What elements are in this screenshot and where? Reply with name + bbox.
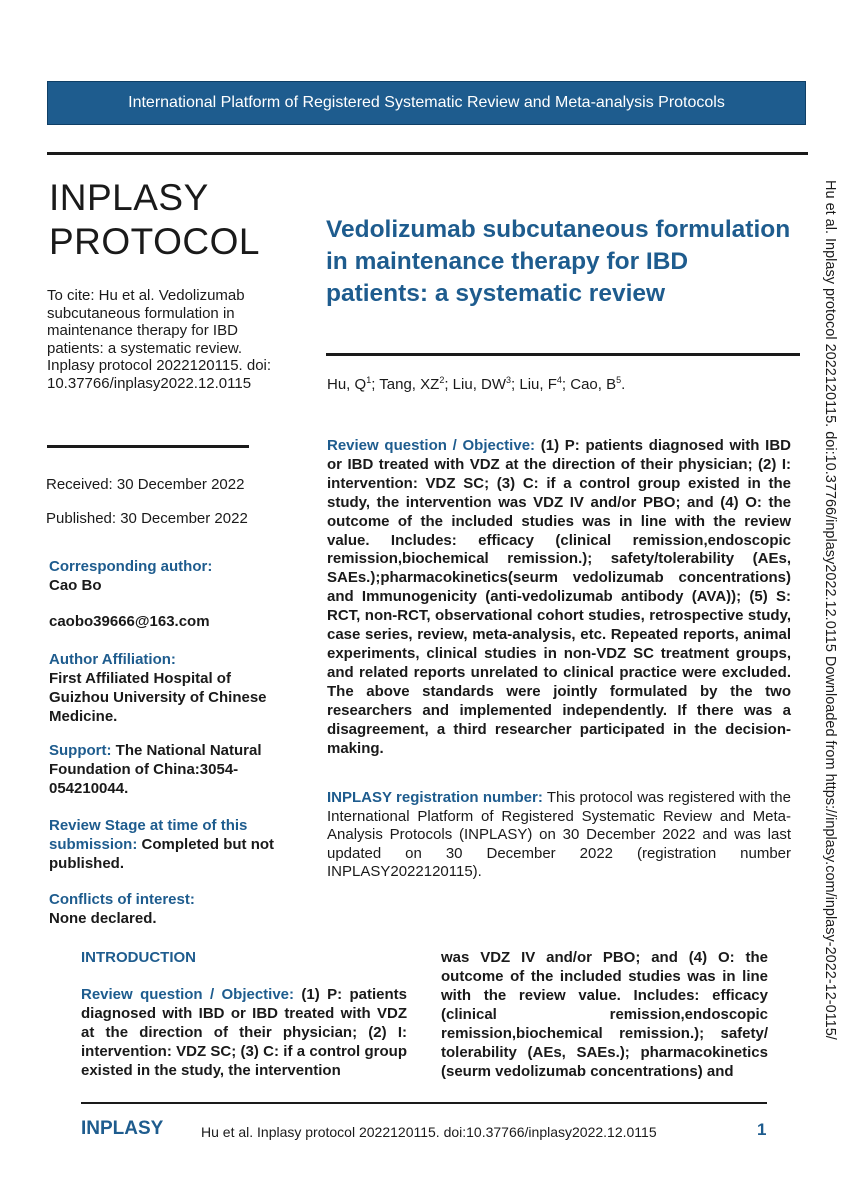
- corresponding-author-label: Corresponding author:: [49, 558, 213, 575]
- author-name: Cao, B: [570, 376, 617, 393]
- introduction-objective-label: Review question / Objective:: [81, 986, 295, 1003]
- support-value: The National Natural Foundation of China:3054-054210044.: [49, 742, 262, 797]
- document-type: [49, 176, 260, 264]
- author-affiliation-number: 3: [506, 375, 512, 385]
- review-objective-paragraph: [327, 437, 791, 758]
- review-objective-label: Review question / Objective:: [327, 437, 536, 454]
- paper-title: Vedolizumab subcutaneous formulation in maintenance therapy for IBD patients: a systematic review: [326, 216, 791, 307]
- corresponding-author-block: [49, 557, 289, 595]
- registration-text: This protocol was registered with the International Platform of Registered Systematic Review and Meta-Analysis Protocols (INPLASY) on 30 December 2022 and was last updated on 30 December 2022 (registration number INPLASY2022120115).: [327, 789, 791, 880]
- author-list: [327, 375, 625, 393]
- author-separator: ;: [371, 376, 380, 393]
- footer-divider: [81, 1102, 767, 1104]
- received-date: Received: 30 December 2022: [46, 476, 245, 493]
- document-type-line1: INPLASY: [49, 177, 209, 218]
- corresponding-author-email: caobo39666@163.com: [49, 613, 210, 630]
- introduction-heading: INTRODUCTION: [81, 949, 196, 966]
- conflicts-value: None declared.: [49, 910, 157, 927]
- support-label: Support:: [49, 742, 112, 759]
- author-separator: ;: [444, 376, 453, 393]
- author-name: Hu, Q: [327, 376, 367, 393]
- author-name: Liu, DW: [452, 376, 507, 393]
- affiliation-value: First Affiliated Hospital of Guizhou University of Chinese Medicine.: [49, 670, 267, 725]
- affiliation-block: [49, 650, 289, 726]
- left-divider: [47, 445, 249, 448]
- introduction-column-1: [81, 985, 407, 1080]
- review-stage-value: Completed but not published.: [49, 836, 275, 872]
- title-divider: [326, 353, 800, 356]
- corresponding-author-name: Cao Bo: [49, 577, 102, 594]
- author-affiliation-number: 4: [556, 375, 562, 385]
- review-stage-block: [49, 816, 274, 873]
- citation-block: To cite: Hu et al. Vedolizumab subcutaneous formulation in maintenance therapy for IBD patients: a systematic review. Inplasy protocol 2022120115. doi: 10.37766/inplasy2022.12.0115: [47, 287, 272, 392]
- author-name: Tang, XZ: [379, 376, 440, 393]
- author-affiliation-number: 5: [616, 375, 622, 385]
- support-block: [49, 741, 285, 798]
- affiliation-label: Author Affiliation:: [49, 651, 176, 668]
- author-separator: ;: [511, 376, 520, 393]
- introduction-column-2: was VDZ IV and/or PBO; and (4) O: the outcome of the included studies was in line with the review value. Includes: efficacy (clinical remission,endoscopic remission,biochemical remission.); safety/ tolerability (AEs, SAEs.); pharmacokinetics (seurm vedolizumab concentrations) and: [441, 949, 768, 1080]
- page-number: 1: [757, 1120, 767, 1139]
- footer-brand: INPLASY: [81, 1118, 164, 1139]
- registration-label: INPLASY registration number:: [327, 789, 543, 806]
- published-date: Published: 30 December 2022: [46, 510, 248, 527]
- registration-paragraph: [327, 789, 791, 882]
- review-objective-text: (1) P: patients diagnosed with IBD or IBD treated with VDZ at the direction of their physician; (2) I: intervention: VDZ SC; (3) C: if a control group existed in the study, the intervention was VDZ IV and/or PBO; and (4) O: the outcome of the included studies was in line with the review value. Includes: efficacy (clinical remission,endoscopic remission,biochemical remission.); safety/tolerability (AEs, SAEs.);pharmacokinetics(seurm vedolizumab concentrations) and Immunogenicity (anti-vedolizumab antibody (AVA)); (5) S: RCT, non-RCT, observational cohort studies, retrospective study, case series, review, meta-analysis, etc. Repeated reports, animal experiments, clinical studies in non-VDZ SC treatment groups, and related reports unrelated to clinical practice were excluded. The above standards were jointly formulated by the two researchers and implemented independently. If there was a disagreement, a third researcher participated in the decision-making.: [327, 437, 791, 757]
- top-divider: [47, 152, 808, 155]
- document-type-line2: PROTOCOL: [49, 221, 260, 262]
- conflicts-block: [49, 890, 289, 928]
- header-banner: International Platform of Registered Systematic Review and Meta-analysis Protocols: [47, 81, 806, 125]
- conflicts-label: Conflicts of interest:: [49, 891, 195, 908]
- author-separator: ;: [561, 376, 571, 393]
- author-name: Liu, F: [519, 376, 557, 393]
- author-affiliation-number: 2: [439, 375, 445, 385]
- author-affiliation-number: 1: [366, 375, 372, 385]
- review-stage-label: Review Stage at time of this submission:: [49, 817, 248, 853]
- side-download-text: Hu et al. Inplasy protocol 2022120115. doi:10.37766/inplasy2022.12.0115 Downloaded from https://inplasy.com/inplasy-2022-12-0115/: [822, 180, 838, 1040]
- introduction-column-1-text: (1) P: patients diagnosed with IBD or IBD treated with VDZ at the direction of their physician; (2) I: intervention: VDZ SC; (3) C: if a control group existed in the study, the intervention: [81, 986, 407, 1079]
- author-separator: .: [621, 376, 626, 393]
- footer-citation: Hu et al. Inplasy protocol 2022120115. doi:10.37766/inplasy2022.12.0115: [201, 1124, 657, 1140]
